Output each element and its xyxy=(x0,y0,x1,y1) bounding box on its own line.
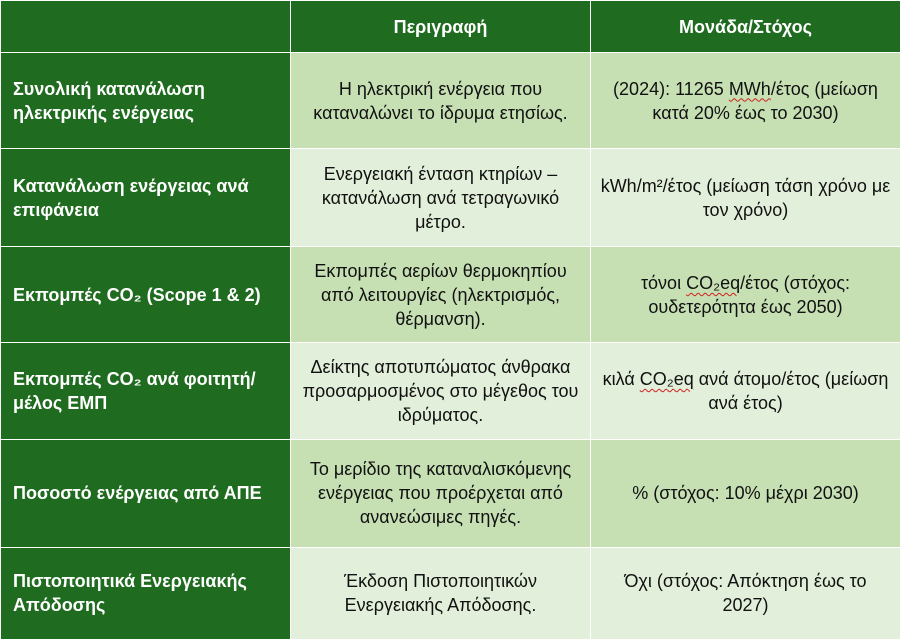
row-description: Η ηλεκτρική ενέργεια που καταναλώνει το ίδρυμα ετησίως. xyxy=(291,53,591,149)
unit-text-pre: (2024): 11265 xyxy=(613,78,729,99)
table-row xyxy=(1,53,900,149)
row-unit-target: % (στόχος: 10% μέχρι 2030) xyxy=(591,439,900,547)
row-unit-target: Όχι (στόχος: Απόκτηση έως το 2027) xyxy=(591,547,900,639)
unit-text-pre: κιλά xyxy=(602,369,640,390)
row-description: Έκδοση Πιστοποιητικών Ενεργειακής Απόδοσης. xyxy=(291,547,591,639)
row-unit-target xyxy=(591,247,900,343)
row-description: Εκπομπές αερίων θερμοκηπίου από λειτουργίες (ηλεκτρισμός, θέρμανση). xyxy=(291,247,591,343)
row-description: Δείκτης αποτυπώματος άνθρακα προσαρμοσμένος στο μέγεθος του ιδρύματος. xyxy=(291,343,591,439)
row-label: Κατανάλωση ενέργειας ανά επιφάνεια xyxy=(1,149,291,247)
row-label: Εκπομπές CO₂ ανά φοιτητή/μέλος ΕΜΠ xyxy=(1,343,291,439)
row-unit-target xyxy=(591,53,900,149)
row-unit-target xyxy=(591,343,900,439)
spellcheck-marked-text: CO₂eq xyxy=(686,272,741,293)
unit-text-post: /έτος (στόχος: ουδετερότητα έως 2050) xyxy=(648,272,851,317)
table-row xyxy=(1,547,900,639)
unit-text-post: ανά άτομο/έτος (μείωση ανά έτος) xyxy=(693,369,889,414)
table-header-row xyxy=(1,1,900,53)
table-row xyxy=(1,343,900,439)
table-row xyxy=(1,247,900,343)
header-indicator xyxy=(1,1,291,53)
row-unit-target: kWh/m²/έτος (μείωση τάση χρόνο με τον χρόνο) xyxy=(591,149,900,247)
spellcheck-marked-text: CO₂eq xyxy=(639,369,694,390)
row-label: Πιστοποιητικά Ενεργειακής Απόδοσης xyxy=(1,547,291,639)
unit-text-post: /έτος (μείωση κατά 20% έως το 2030) xyxy=(652,78,878,123)
row-label: Εκπομπές CO₂ (Scope 1 & 2) xyxy=(1,247,291,343)
row-label: Ποσοστό ενέργειας από ΑΠΕ xyxy=(1,439,291,547)
row-description: Το μερίδιο της καταναλισκόμενης ενέργειας που προέρχεται από ανανεώσιμες πηγές. xyxy=(291,439,591,547)
row-description: Ενεργειακή ένταση κτηρίων – κατανάλωση ανά τετραγωνικό μέτρο. xyxy=(291,149,591,247)
table-row xyxy=(1,439,900,547)
row-label: Συνολική κατανάλωση ηλεκτρικής ενέργειας xyxy=(1,53,291,149)
header-unit-target: Μονάδα/Στόχος xyxy=(591,1,900,53)
table-row xyxy=(1,149,900,247)
spellcheck-marked-text: MWh xyxy=(728,78,771,99)
header-description: Περιγραφή xyxy=(291,1,591,53)
unit-text-pre: τόνοι xyxy=(640,272,687,293)
